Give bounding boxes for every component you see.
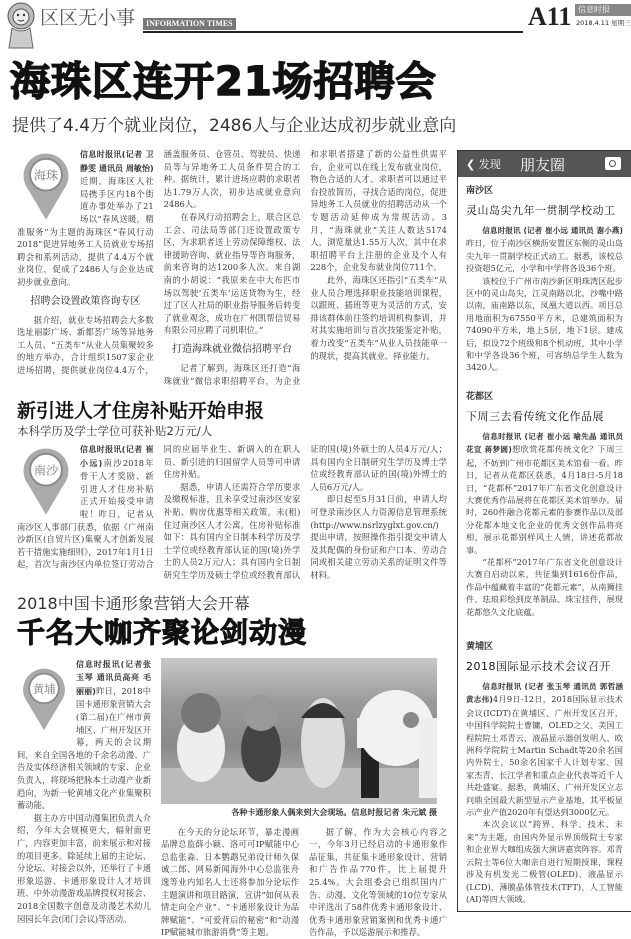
paragraph: 此外，海珠区还指引“五类车”从业人员合理选择职业技能培训课程，以跟班、插班等更为灵活的方式，安排该群体前往签约培训机构参训，并对其实施培训与首次技能鉴定补贴，着力改变“五类车”从业人员技能单一的现状，提高其就业、择业能力。 <box>310 274 447 361</box>
byline: 信息时报讯 (记者 崔小远 通讯员 谢小燕) <box>482 226 623 235</box>
paragraph: 在春风行动招聘会上，联合区总工会、司法局等部门还设置政策专区，为求职者送上劳动保障维权、法律援助咨询、就业指导等咨询服务，前来咨询的达1200多人次。来自湖南的小胡说：“我原来在中大布匹市场以驾驶‘五类车’运送货物为生，经过了区人社局的职业指导服务后转变了就业观念，成功在广州凯帮信贸易有限公司应聘了司机职位。” <box>163 211 301 336</box>
subheading: 打造海珠就业微信招聘平台 <box>171 343 292 355</box>
paragraph: 即日起至5月31日前，申请人均可登录南沙区人力资源信息管理系统(http://www.nsrlzyglxt.gov.cn/)提出申请，按照操作指引提交申请人及其配偶的身份证和户口本、劳动合同或相关建立劳动关系的证明文件等材料。 <box>310 494 447 581</box>
paragraph: 4月9日-12日，2018国际显示技术会议(ICDT)在黄埔区、广州开发区召开，中国科学院院士曹镛，OLED之父、美国工程院院士邓青云，液晶显示器创发明人、欧洲科学院院士Martin Schadt等20余名国内外院士，50余名国家千人计划专家、国家杰青、长江学者和重点企业代表等近千人共赴盛宴。据悉，黄埔区、广州开发区立志问鼎全国最大新型显示产业基地，其平板显示产业产值2020年有望达到3000亿元。 <box>466 694 623 818</box>
paragraph: 据悉，申请人还需符合学历要求及缴税标准，且未享受过南沙区安家补贴、购房优惠等相关政策，未(租)住过南沙区人才公寓。住房补贴标准如下：具有国内全日制本科学历及学士学位或经教育部认证的国(境)外学士的人员2万元/人；具有国内全日制研究生学历及硕士学位或经教育部认证的国(境)外硕士的人员4万元/人；具有国内全日制研究生学历及博士学位或经教育部认证的国(境)外博士的人员6万元/人。 <box>163 444 447 581</box>
district-label: 海珠 <box>33 168 59 183</box>
article2-subheadline: 本科学历及学士学位可获补贴2万元/人 <box>17 424 213 439</box>
item-title: 2018国际显示技术会议召开 <box>466 660 611 673</box>
page-number: A11 <box>528 2 572 31</box>
article1-headline: 海珠区连开21场招聘会 <box>10 59 437 105</box>
paragraph: 昨日，位于南沙区横沥安置区东侧的灵山岛尖九年一贯制学校正式动工。据悉，该校总投资超5亿元，小学和中学将各设36个班。 <box>466 238 623 274</box>
mascots-photo <box>161 658 437 804</box>
sidebar-item-huangpu <box>458 641 631 905</box>
moments-header-bar <box>458 151 631 177</box>
sidebar-item-huadu <box>458 391 631 633</box>
sidebar-item-nansha <box>458 185 631 383</box>
lion-mascot-logo <box>4 2 38 50</box>
photo-caption: 各种卡通形象人偶来到大会现场。信息时报记者 朱元斌 摄 <box>231 807 437 817</box>
back-label: 发现 <box>478 158 501 171</box>
article2-headline: 新引进人才住房补贴开始申报 <box>17 400 265 423</box>
map-pin-icon <box>17 443 75 517</box>
district-name: 南沙区 <box>466 186 494 196</box>
paragraph: 在今天的分论坛环节，暴走漫画品牌总监薛小颖、洛可可IP赋能中心总监张淼、日本鹦鹉兄弟设计师久保诚二郎、网易新闻海外中心总监张舟逸等业内知名人士还将参加分论坛作主题演讲和项目路演，宣讲“如何从表情走向全产业”、“卡通形象设计为品牌赋能”、“可爱背后的秘密”和“动漫IP赋能城市旅游消费”等主题。 <box>161 826 299 938</box>
byline: 信息时报讯 (记者 崔小远 喻先晶 通讯员 花宣 蒋梦圆) <box>466 432 623 455</box>
paragraph: 昨日，2018中国卡通形象营销大会(第二届)在广州市黄埔区、广州开发区开幕，两天的会议期间，来自全国各地的千余名动漫、广告及实体经济相关领域的专家、企业负责人，将现场把脉本土动漫产业新趋向，为新一轮黄埔文化产业集聚积蓄动能。 <box>17 685 151 811</box>
issue-date: 2018.4.11 星期三 <box>576 19 631 27</box>
article3-right <box>161 658 447 939</box>
moments-sidebar <box>457 150 631 912</box>
byline: 信息时报讯(记者张玉琴 通讯员高亮 毛丽丽) <box>76 659 151 696</box>
paragraph: 本次会议以“跨界、科学、技术、未来”为主题，由国内外显示界顶级院士专家和企业界大咖组成强大演讲嘉宾阵容。邓青云院士等6位大咖亲自进行短期授课，课程涉及有机发光二极管(OLED)、液晶显示(LCD)、薄膜晶体管技术(TFT)、人工智能(AI)等四大领域。 <box>466 819 623 904</box>
byline: 信息时报讯 (记者 张玉琴 通讯员 郭哲涵 黄志伟) <box>466 682 623 705</box>
district-name: 花都区 <box>466 392 494 402</box>
subheading: 招聘会设置政策咨询专区 <box>30 295 141 307</box>
back-button[interactable]: ❮ 发现 <box>466 158 501 171</box>
byline: 信息时报讯(记者 崔小远) <box>80 445 154 468</box>
paragraph: 据了解，作为大会核心内容之一，今年3月已经启动的卡通形象作品征集，共征集卡通形象设计、营销和广告作品770件，比上届提升25.4%。大会组委会已组织国内广告、动漫、文化等领域的10位专家从中评选出了58件优秀卡通形象设计、优秀卡通形象营销案例和优秀卡通广告作品，予以巡游展示和推荐。 <box>309 826 447 938</box>
article2-body <box>17 443 447 582</box>
district-name: 黄埔区 <box>466 642 494 652</box>
article3-kicker: 2018中国卡通形象营销大会开幕 <box>17 593 250 613</box>
paragraph: 南沙2018年骨干人才奖励、新引进人才住房补贴正式开始接受申请啦！昨日，记者从南沙区人事部门获悉，依据《广州南沙新区(自贸片区)集聚人才创新发展若干措施实施细则》，2017年1月1日起，首次与南沙区内单位签订劳动合同的应届毕业生、新调入的在职人员、新引进的归国留学人员等可申请住房补贴。 <box>17 444 301 570</box>
section-name: 区区无小事 <box>40 7 136 29</box>
article3-headline: 千名大咖齐聚论剑动漫 <box>17 615 308 649</box>
article3-col1 <box>17 658 151 925</box>
byline: 信息时报讯(记者 卫静雯 通讯员 周敏怡) <box>80 150 154 173</box>
english-tag: INFORMATION TIMES <box>143 18 236 30</box>
map-pin-icon <box>17 148 75 222</box>
moments-title: 朋友圈 <box>520 155 566 174</box>
article1-body <box>17 148 447 387</box>
map-pin-icon <box>17 658 71 738</box>
paragraph: 该校位于广州市南沙新区明珠湾区起步区中的灵山岛尖，江灵南路以北，沙嘴中路以南，庙南路以东，凤凰大道以西。项目总用地面积为67550平方米，总建筑面积为74090平方米，地上5层，地下1层。建成后，拟设72个班级和8个机动班，其中小学和中学各设36个班，可容纳总学生人数为3420人。 <box>466 275 623 373</box>
main-stories <box>10 58 457 939</box>
article3-col2 <box>161 826 447 939</box>
paragraph: 近期，海珠区人社局携手区内18个街道办事处举办了21场以“春风送暖，精准服务”为主题的海珠区“春风行动2018”促进异地务工人员就业专场招聘会和系列活动，提供了4.4万个就业岗位，促成了2486人与企业达成初步就业意向。 <box>17 176 154 287</box>
article1-subheadline: 提供了4.4万个就业岗位，2486人与企业达成初步就业意向 <box>12 116 457 136</box>
paragraph: 记者了解到，海珠区还打造“海珠就业”微信求职招聘平台，为企业和求职者搭建了新的公益性供需平台，企业可以在线上发布就业岗位，物色合适的人才。求职者可以通过平台投放简历，寻找合适的岗位，促进异地务工人员就业的招聘活动从一个专题活动延伸成为常规活动。3月，“海珠就业”关注人数达5174人，浏览量达1.55万人次，其中在求职招聘平台上注册的企业及个人有228个，企业发布就业岗位711个。 <box>163 149 447 386</box>
item-title: 灵山岛尖九年一贯制学校动工 <box>466 204 616 217</box>
district-label: 南沙 <box>33 463 59 478</box>
paragraph: 据介绍，就业专场招聘会大多数选址丽影广场、新都荟广场等异地务工人员、“五类车”从业人员集聚较多的地方举办，合计组织1507家企业进场招聘，提供就业岗位4.4万个，涵盖服务员、仓管员、驾驶员、快递员等与异地务工人员条件契合的工种。据统计，累计进场应聘的求职者达1.79万人次，初步达成就业意向2486人。 <box>17 149 301 375</box>
paragraph: 据主办方中国动漫集团负责人介绍，今年大会规模更大，辐射面更广，内容更加丰富，前来展示和对接的项目更多。除延续上届的主论坛、分论坛、对接会以外，还举行了卡通形象巡游、卡通形象设计人才培训班、中外动漫游戏品牌授权对接会、2018全国数字创意及动漫艺术幼儿园园长年会(闭门会议)等活动。 <box>17 812 151 924</box>
item-title: 下周三去看传统文化作品展 <box>466 410 604 423</box>
header-rule <box>143 31 523 33</box>
photo-scene <box>161 658 437 804</box>
paragraph: “花都杯”2017年广东省文化创意设计大赛自启动以来，共征集到1616份作品，作品中蕴藏着丰富的“花都元素”，从南狮挂件、珐琅彩绘到皮革制品、珠宝挂件，展现花都悠久文化底蕴。 <box>466 557 623 617</box>
paper-name: 信息时报 <box>575 4 631 16</box>
camera-icon[interactable] <box>605 157 621 170</box>
paragraph: 想欣赏花都传统文化？下周三起，不妨到广州市花都区美术馆看一看。昨日，记者从花都区获悉，4月18日-5月18日，“花都杯”2017年广东省文化创意设计大赛优秀作品展将在花都区美术馆举办。届时，260件融合花都元素的参赛作品以及部分花都本地文化企业的优秀文创作品将亮相，展示花都别样风土人情，讲述花都故事。 <box>466 444 623 555</box>
article3-body <box>17 658 447 939</box>
district-label: 黄埔 <box>32 681 56 696</box>
